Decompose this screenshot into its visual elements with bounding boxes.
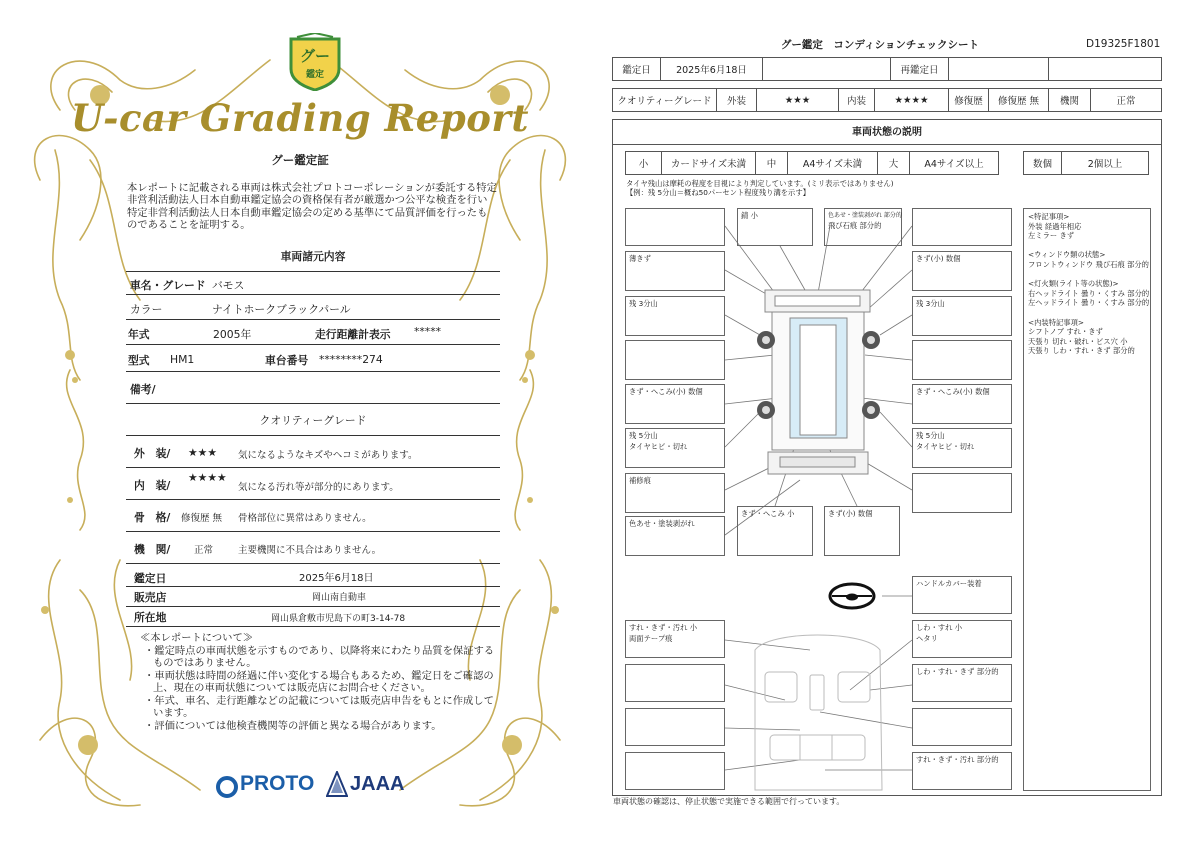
date-value: 2025年6月18日 xyxy=(661,58,763,80)
model-label: 型式 xyxy=(128,354,150,367)
damage-box xyxy=(912,208,1012,246)
count-desc: 2個以上 xyxy=(1087,159,1123,170)
damage-box-line: 残 5分山 xyxy=(629,431,658,440)
date-table xyxy=(612,57,1162,81)
engine-value: 正常 xyxy=(1116,96,1136,107)
damage-box: きず・へこみ 小 xyxy=(737,506,813,556)
interior-box: すれ・きず・汚れ 部分的 xyxy=(912,752,1012,790)
inspection-date-label: 鑑定日 xyxy=(134,572,167,585)
special-note-line: <内装特記事項> xyxy=(1028,317,1085,327)
jaaa-logo-icon xyxy=(326,771,348,797)
note-item: ・年式、車名、走行距離などの記載については販売店申告をもとに作成しています。 xyxy=(144,694,494,719)
badge-top-text: グー xyxy=(299,47,331,65)
year-label: 年式 xyxy=(128,328,150,341)
count-legend-table xyxy=(1023,151,1149,175)
damage-box: 錆 小 xyxy=(737,208,813,246)
interior-box xyxy=(912,620,1012,658)
note-item: ・評価については他検査機関等の評価と異なる場合があります。 xyxy=(144,719,442,732)
special-note-line: 左ミラー きず xyxy=(1028,231,1075,241)
ext-label: 外装 xyxy=(717,89,757,111)
count-label: 数個 xyxy=(1024,152,1062,174)
special-note-line: <ウィンドウ類の状態> xyxy=(1028,250,1106,260)
interior-box-line: すれ・きず・汚れ 小 xyxy=(629,623,697,632)
note-item: ・鑑定時点の車両状態を示すものであり、以降将来にわたり品質を保証するものではありません。 xyxy=(144,644,495,669)
proto-logo-text: PROTO xyxy=(240,772,315,795)
damage-box xyxy=(912,473,1012,513)
date-label: 鑑定日 xyxy=(613,58,661,80)
int-label: 内装 xyxy=(839,89,875,111)
spec-row-color xyxy=(126,295,500,320)
name-label: 車名・グレード xyxy=(130,279,206,292)
interior-box-line: ヘタリ xyxy=(916,633,938,643)
condition-check-sheet xyxy=(600,0,1200,848)
certificate-body: 本レポートに記載される車両は株式会社プロトコーポレーションが委託する特定非営利活動法人日本自動車鑑定協会の資格保有者が厳選かつ公平な検査を行い特定非営利活動法人日本自動車鑑定協会の定める基準にて品質評価を行ったものであることを証明する。 xyxy=(127,182,497,232)
tire-note-2: 【例：残 5分山＝概ね50パーセント程度残り溝を示す】 xyxy=(626,188,810,197)
engine-value: 正常 xyxy=(194,545,214,556)
engine-label: 機関 xyxy=(1049,89,1091,111)
exterior-stars: ★★★ xyxy=(188,446,218,459)
note-item: ・車両状態は時間の経過に伴い変化する場合もあるため、鑑定日をご確認の上、現在の車両状態については販売店にお問合せください。 xyxy=(144,669,494,694)
size-large-desc: A4サイズ以上 xyxy=(924,159,984,170)
size-small-desc: カードサイズ未満 xyxy=(662,152,756,174)
interior-box-line: 両面テープ痕 xyxy=(629,633,673,643)
interior-box-line: しわ・すれ 小 xyxy=(916,623,963,632)
dealer-value: 岡山南自動車 xyxy=(312,593,367,603)
sheet-id: D19325F1801 xyxy=(1086,38,1161,50)
sheet-footer: 車両状態の確認は、停止状態で実施できる範囲で行っています。 xyxy=(613,797,845,806)
exterior-label: 外 装/ xyxy=(134,447,171,460)
dealer-label: 販売店 xyxy=(134,591,167,604)
badge-bottom-text: 鑑定 xyxy=(305,70,325,80)
sheet-title: グー鑑定 コンディションチェックシート xyxy=(780,39,980,51)
mileage-label: 走行距離計表示 xyxy=(315,328,391,341)
interior-box: しわ・すれ・きず 部分的 xyxy=(912,664,1012,702)
frame-value: 修復歴 無 xyxy=(181,513,223,524)
spec-section-title: 車両諸元内容 xyxy=(280,250,346,263)
interior-box xyxy=(625,664,725,702)
interior-box xyxy=(625,752,725,790)
address-value: 岡山県倉敷市児島下の町3-14-78 xyxy=(271,614,406,624)
damage-box xyxy=(912,428,1012,468)
remarks-label: 備考/ xyxy=(130,383,156,396)
mileage-value: ***** xyxy=(414,325,441,338)
date-empty-cell xyxy=(763,58,891,80)
damage-box: 残 3分山 xyxy=(912,296,1012,336)
redate-value xyxy=(949,58,1049,80)
date-row xyxy=(126,564,500,587)
dealer-row xyxy=(126,587,500,607)
year-value: 2005年 xyxy=(213,328,252,341)
damage-box xyxy=(625,428,725,468)
inspection-date-value: 2025年6月18日 xyxy=(299,573,374,584)
name-value: バモス xyxy=(212,279,245,292)
interior-label: 内 装/ xyxy=(134,479,171,492)
engine-text: 主要機関に不具合はありません。 xyxy=(238,545,382,556)
engine-label: 機 関/ xyxy=(134,543,171,556)
grade-title-row xyxy=(126,404,500,436)
damage-box: きず・へこみ(小) 数個 xyxy=(912,384,1012,424)
special-note-line: 天張り しわ・すれ・きず 部分的 xyxy=(1028,346,1135,356)
size-legend-table xyxy=(625,151,999,175)
special-note-line: <灯火類(ライト等の状態)> xyxy=(1028,279,1119,289)
frame-text: 骨格部位に異常はありません。 xyxy=(238,513,372,524)
damage-box: 薄きず xyxy=(625,251,725,291)
repair-value: 修復歴 無 xyxy=(989,89,1049,111)
damage-box xyxy=(625,340,725,380)
interior-stars: ★★★★ xyxy=(188,471,227,484)
grade-row-engine xyxy=(126,532,500,564)
grade-row-interior xyxy=(126,468,500,500)
spec-row-model xyxy=(126,345,500,372)
damage-box: 色あせ・塗装剥がれ xyxy=(625,516,725,556)
damage-box: きず・へこみ(小) 数個 xyxy=(625,384,725,424)
tire-note-1: タイヤ残山は摩耗の程度を目視により判定しています。(ミリ表示ではありません) xyxy=(626,179,894,188)
special-note-line: 外装 経過年相応 xyxy=(1028,221,1082,231)
certificate-title: グー鑑定証 xyxy=(271,153,329,167)
special-note-line: シフトノブ すれ・きず xyxy=(1028,327,1103,337)
explain-title: 車両状態の説明 xyxy=(613,120,1161,145)
special-note-spacer xyxy=(1028,270,1146,280)
damage-box xyxy=(625,208,725,246)
goo-kantei-badge-icon xyxy=(287,33,343,91)
grade-label: クオリティーグレード xyxy=(613,89,717,111)
damage-box-line: 残 5分山 xyxy=(916,431,945,440)
size-large: 大 xyxy=(878,152,910,174)
notes-title: ≪本レポートについて≫ xyxy=(140,632,254,644)
damage-box-line: 飛び石痕 部分的 xyxy=(828,221,882,230)
script-title: U-car Grading Report xyxy=(71,96,529,140)
int-stars: ★★★★ xyxy=(875,89,949,111)
proto-logo-icon xyxy=(216,776,238,798)
size-mid: 中 xyxy=(756,152,788,174)
damage-box xyxy=(912,340,1012,380)
special-note-line: フロントウィンドウ 飛び石痕 部分的 xyxy=(1028,259,1149,269)
special-note-spacer xyxy=(1028,241,1146,251)
interior-box: ハンドルカバー装着 xyxy=(912,576,1012,614)
ext-stars: ★★★ xyxy=(757,89,839,111)
report-notes xyxy=(140,632,500,732)
exterior-text: 気になるようなキズやヘコミがあります。 xyxy=(238,450,418,461)
grade-row-exterior xyxy=(126,436,500,468)
special-note-line: 右ヘッドライト 曇り・くすみ 部分的 xyxy=(1028,288,1150,298)
interior-text: 気になる汚れ等が部分的にあります。 xyxy=(238,482,399,493)
special-note-spacer xyxy=(1028,308,1146,318)
jaaa-logo-text: JAAA xyxy=(350,773,405,795)
interior-box xyxy=(912,708,1012,746)
frame-label: 骨 格/ xyxy=(134,511,171,524)
damage-box xyxy=(824,208,902,246)
chassis-label: 車台番号 xyxy=(265,354,309,367)
special-note-line: 天張り 切れ・破れ・ビス穴 小 xyxy=(1028,336,1128,346)
model-value: HM1 xyxy=(170,353,195,366)
spec-row-year xyxy=(126,320,500,345)
address-label: 所在地 xyxy=(134,611,167,624)
damage-box: きず(小) 数個 xyxy=(824,506,900,556)
damage-box-line: タイヤヒビ・切れ xyxy=(916,441,975,451)
interior-box xyxy=(625,620,725,658)
spec-row-remarks xyxy=(126,372,500,404)
interior-box xyxy=(625,708,725,746)
grade-section-title: クオリティーグレード xyxy=(259,414,367,427)
damage-box: 補修痕 xyxy=(625,473,725,513)
spec-row-name xyxy=(126,271,500,295)
repair-label: 修復歴 xyxy=(949,89,989,111)
color-label: カラー xyxy=(130,303,163,316)
redate-label: 再鑑定日 xyxy=(891,58,949,80)
grade-table xyxy=(612,88,1162,112)
size-mid-desc: A4サイズ未満 xyxy=(788,152,878,174)
chassis-value: ********274 xyxy=(319,353,383,366)
damage-box-line: タイヤヒビ・切れ xyxy=(629,441,688,451)
damage-box: 残 3分山 xyxy=(625,296,725,336)
grade-row-frame xyxy=(126,500,500,532)
redate-empty-cell xyxy=(1049,58,1161,80)
special-note-line: <特記事項> xyxy=(1028,212,1070,221)
address-row xyxy=(126,607,500,627)
size-small: 小 xyxy=(626,152,662,174)
special-notes-box xyxy=(1023,208,1151,791)
damage-box: きず(小) 数個 xyxy=(912,251,1012,291)
damage-box-line: 色あせ・塗装剥がれ 部分的 xyxy=(828,212,902,219)
color-value: ナイトホークブラックパール xyxy=(212,303,351,316)
special-note-line: 左ヘッドライト 曇り・くすみ 部分的 xyxy=(1028,298,1150,308)
